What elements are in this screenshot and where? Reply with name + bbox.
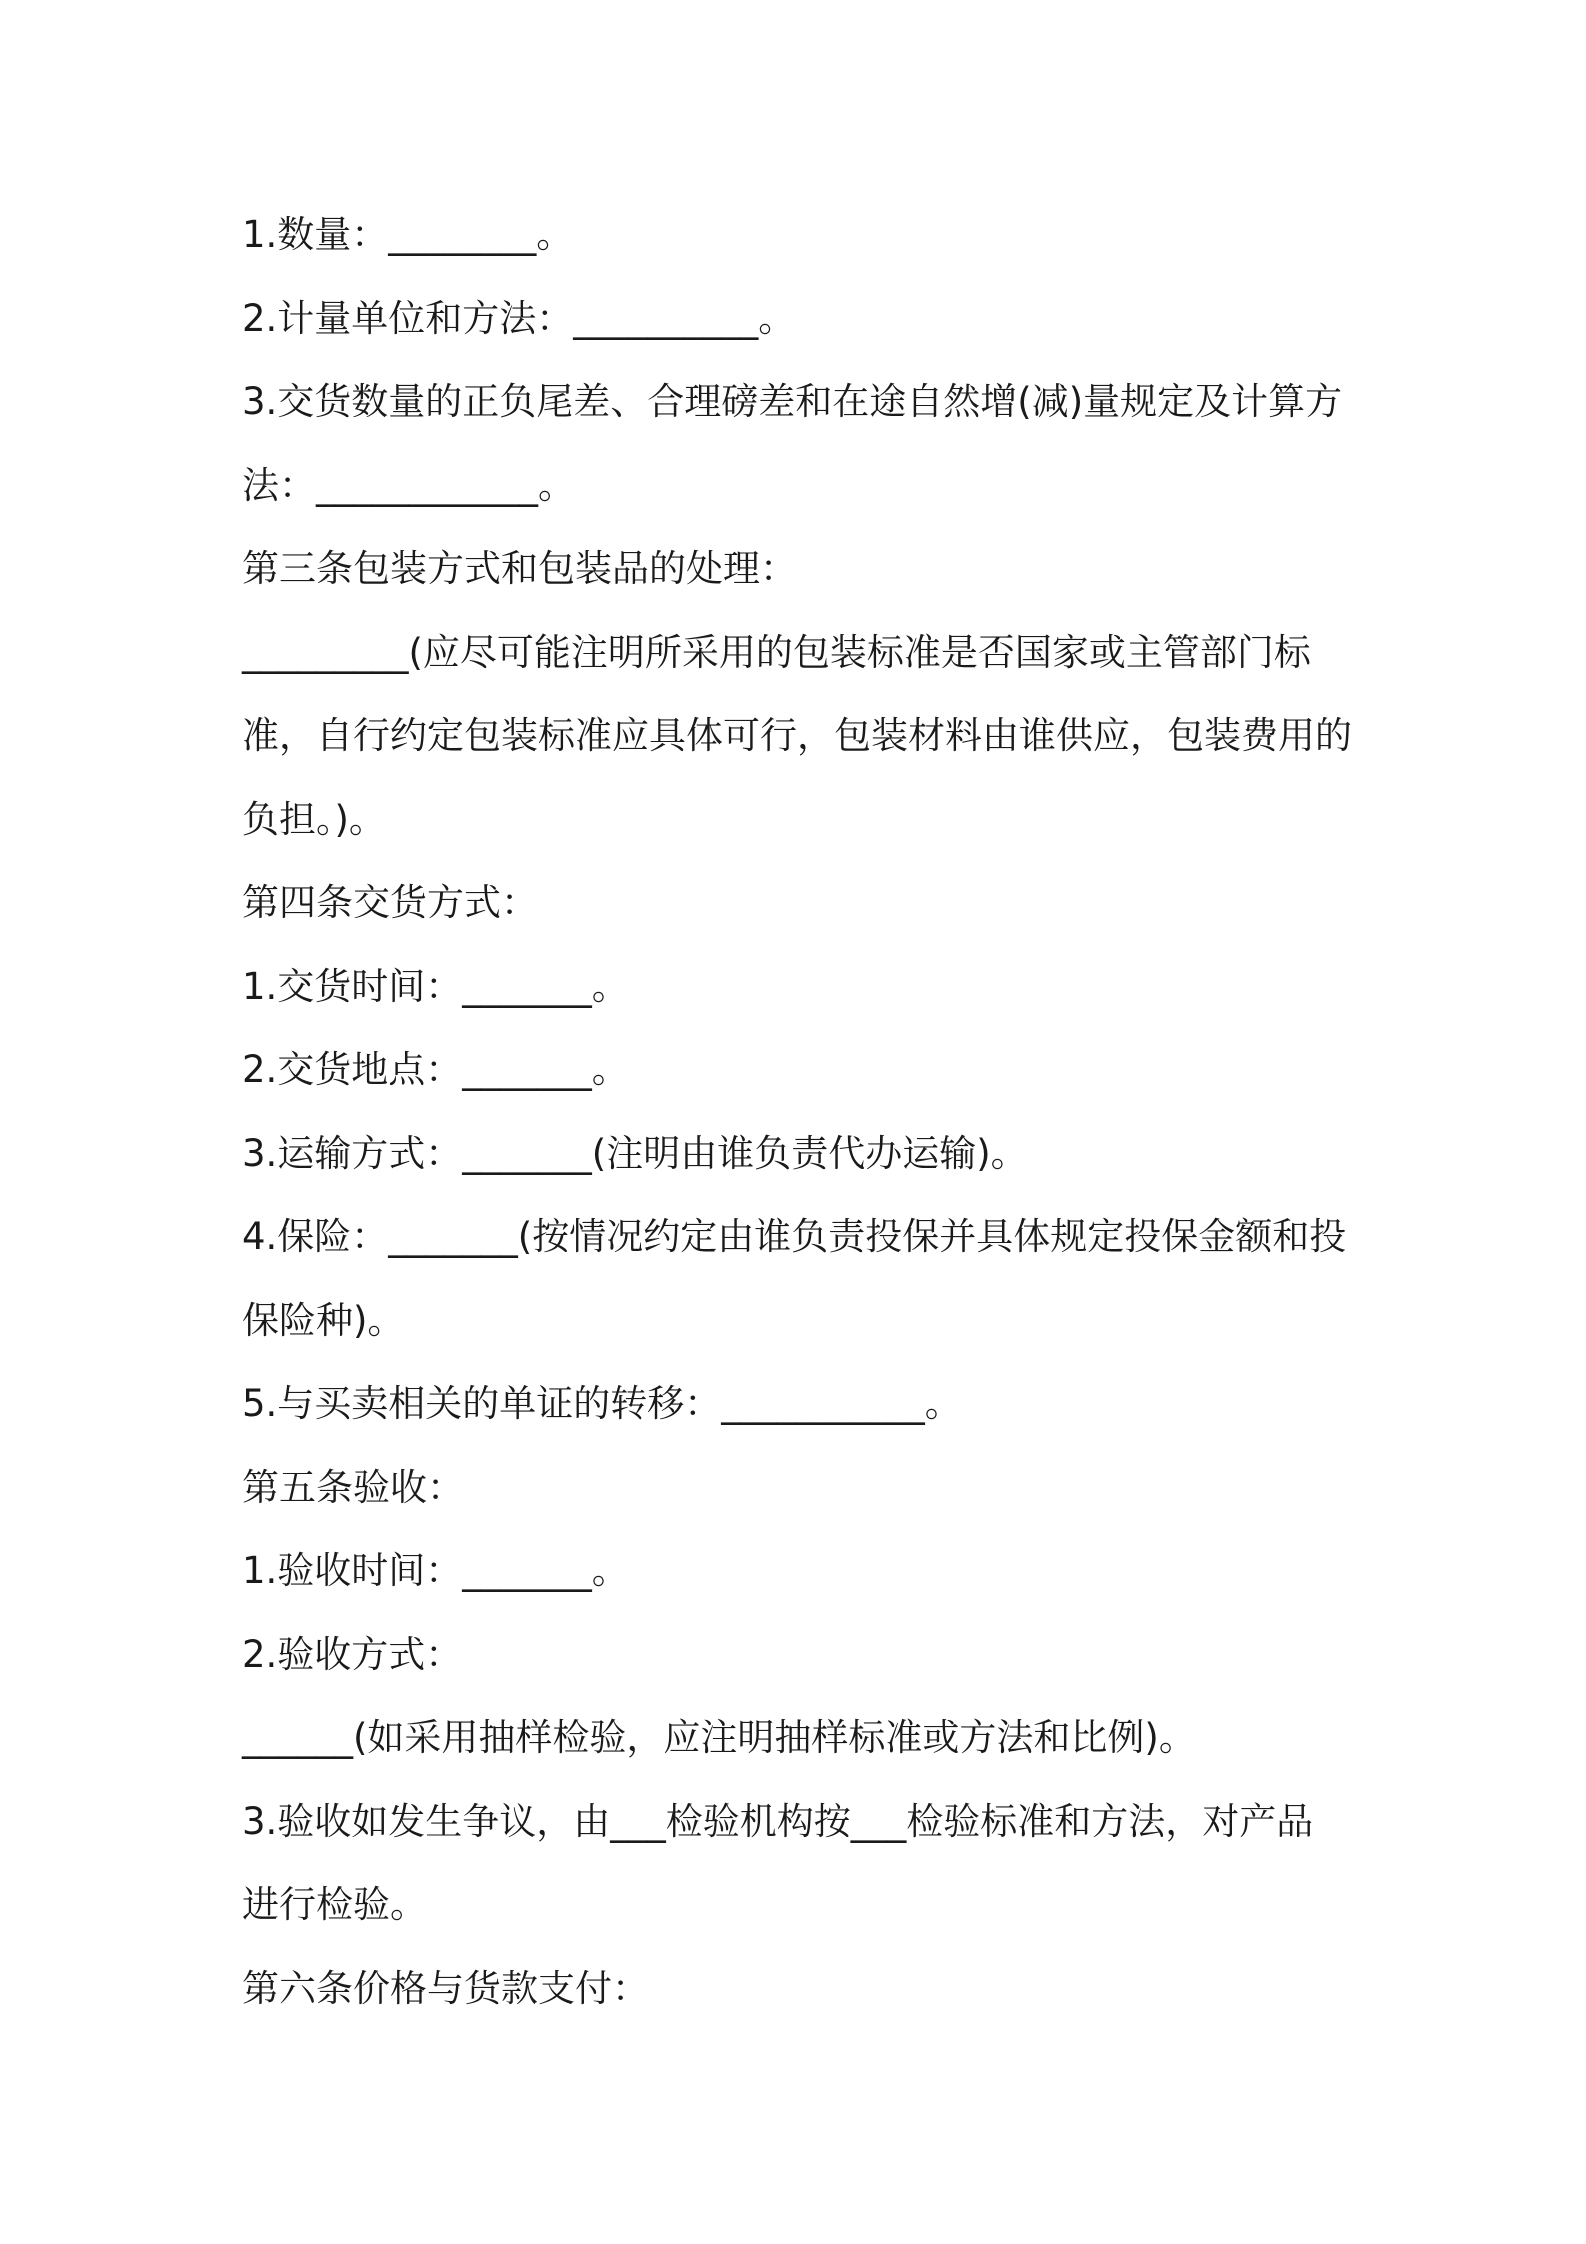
clause-inspection-dispute-cont: 进行检验。: [242, 1883, 427, 1926]
article-six-heading: 第六条价格与货款支付：: [242, 1966, 649, 2010]
packaging-text-2: 准，自行约定包装标准应具体可行，包装材料由谁供应，包装费用的: [242, 714, 1352, 757]
clause-inspection-dispute: 3.验收如发生争议，由___检验机构按___检验标准和方法，对产品: [242, 1799, 1314, 1843]
article-three-heading: 第三条包装方式和包装品的处理：: [242, 547, 797, 590]
clause-insurance: 4.保险：_______(按情况约定由谁负责投保并具体规定投保金额和投: [242, 1215, 1347, 1258]
clause-delivery-time: 1.交货时间：_______。: [242, 964, 629, 1008]
document-body: [242, 193, 1362, 2030]
article-four-heading: 第四条交货方式：: [242, 881, 538, 924]
clause-inspection-time: 1.验收时间：_______。: [242, 1549, 629, 1592]
clause-delivery-place: 2.交货地点：_______。: [242, 1048, 629, 1091]
inspection-method-text: ______(如采用抽样检验，应注明抽样标准或方法和比例)。: [242, 1716, 1196, 1759]
article-five-heading: 第五条验收：: [242, 1465, 464, 1509]
clause-insurance-cont: 保险种)。: [242, 1298, 405, 1342]
clause-delivery-tolerance-cont: 法：____________。: [242, 463, 575, 507]
clause-document-transfer: 5.与买卖相关的单证的转移：___________。: [242, 1382, 962, 1425]
clause-delivery-tolerance: 3.交货数量的正负尾差、合理磅差和在途自然增(减)量规定及计算方: [242, 380, 1343, 423]
clause-measurement-unit: 2.计量单位和方法：__________。: [242, 296, 796, 340]
clause-inspection-method: 2.验收方式：: [242, 1632, 463, 1676]
packaging-text-3: 负担。)。: [242, 797, 386, 841]
clause-transport-method: 3.运输方式：_______(注明由谁负责代办运输)。: [242, 1131, 1028, 1175]
clause-quantity: 1.数量：________。: [242, 213, 574, 256]
packaging-text-1: _________(应尽可能注明所采用的包装标准是否国家或主管部门标: [242, 630, 1311, 674]
